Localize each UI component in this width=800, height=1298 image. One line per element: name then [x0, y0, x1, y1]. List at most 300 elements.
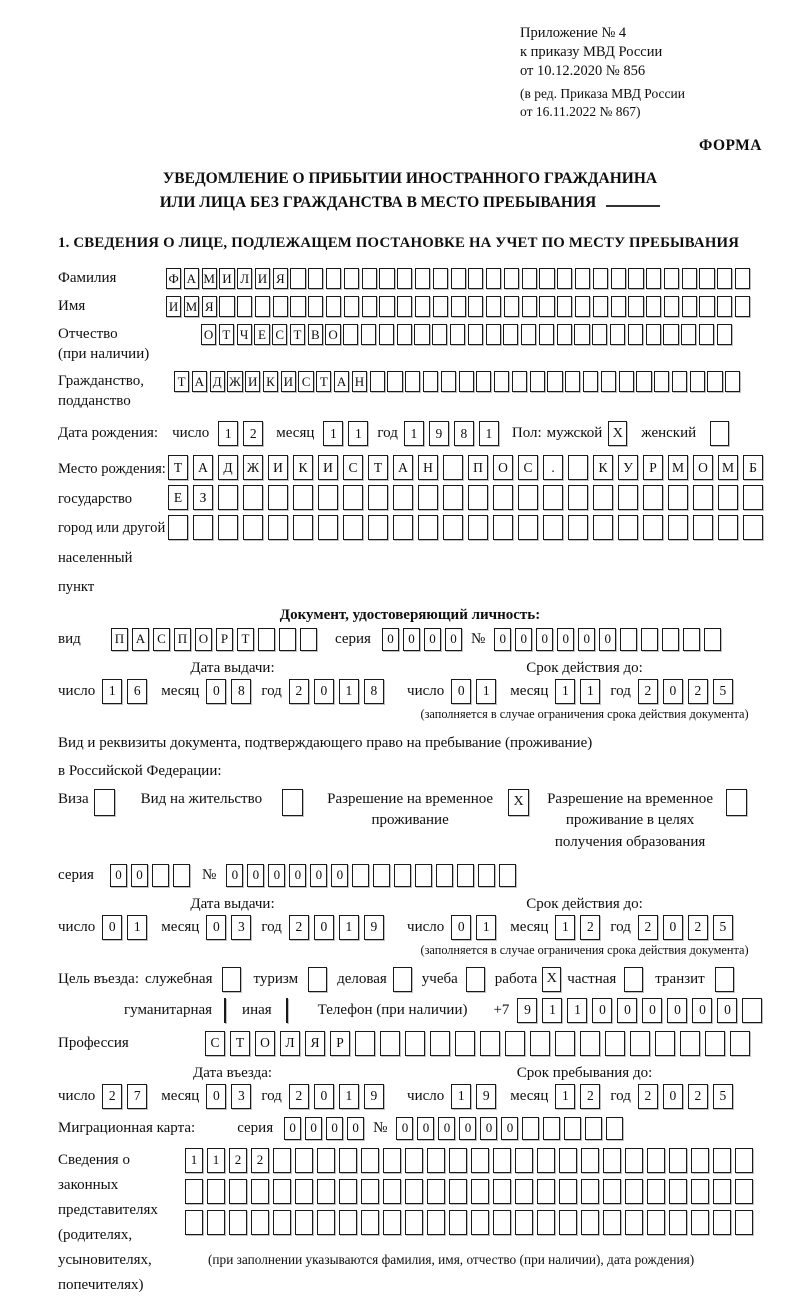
- char-cell: 2: [638, 1084, 658, 1109]
- char-cell: [625, 1148, 643, 1173]
- doc-kind-label: вид: [58, 630, 81, 647]
- valid-month-cells: [555, 679, 605, 704]
- char-cell: [383, 1179, 401, 1204]
- appendix-line: к приказу МВД России: [520, 44, 663, 61]
- opt-other-label: иная: [242, 1001, 272, 1018]
- char-cell: [592, 324, 607, 345]
- char-cell: У: [618, 455, 638, 480]
- blank-underline: [606, 205, 660, 207]
- char-cell: Ж: [227, 371, 242, 392]
- char-cell: 6: [127, 679, 147, 704]
- char-cell: [273, 1210, 291, 1235]
- residence-number-cells: [226, 864, 520, 887]
- char-cell: [646, 324, 661, 345]
- birth-place-row1: [168, 455, 768, 480]
- char-cell: А: [184, 268, 199, 289]
- char-cell: А: [132, 628, 149, 651]
- birth-place-label: Место рождения: государство город или другой населенный пункт: [58, 461, 166, 596]
- profession-cells: [205, 1031, 755, 1056]
- char-cell: [361, 1179, 379, 1204]
- char-cell: [522, 268, 537, 289]
- char-cell: 2: [638, 679, 658, 704]
- char-cell: Т: [174, 371, 189, 392]
- char-cell: [499, 864, 516, 887]
- char-cell: Я: [202, 296, 217, 317]
- residence-permit-checkbox: [282, 789, 303, 816]
- char-cell: [575, 296, 590, 317]
- valid-year-cells: [638, 915, 738, 940]
- char-cell: [699, 268, 714, 289]
- char-cell: [361, 324, 376, 345]
- char-cell: [654, 371, 669, 392]
- char-cell: С: [518, 455, 538, 480]
- char-cell: 0: [305, 1117, 322, 1140]
- char-cell: [641, 628, 658, 651]
- char-cell: 3: [231, 915, 251, 940]
- char-cell: [625, 1210, 643, 1235]
- char-cell: 2: [580, 1084, 600, 1109]
- char-cell: [379, 296, 394, 317]
- identity-valid-col: [407, 660, 762, 722]
- identity-issue-col: [58, 660, 407, 722]
- char-cell: [593, 515, 613, 540]
- char-cell: [368, 485, 388, 510]
- char-cell: [251, 1179, 269, 1204]
- char-cell: 2: [229, 1148, 247, 1173]
- row-migration-card: [58, 1117, 762, 1140]
- char-cell: 5: [713, 1084, 733, 1109]
- phone-label: Телефон (при наличии): [317, 1001, 468, 1018]
- char-cell: [433, 268, 448, 289]
- char-cell: К: [593, 455, 613, 480]
- series-word: серия: [58, 866, 94, 883]
- name-cells: [166, 296, 753, 317]
- patronymic-cells: [201, 324, 734, 345]
- issue-heading: Дата выдачи:: [190, 659, 275, 676]
- entry-dates: [58, 1065, 762, 1109]
- tourism-checkbox: [308, 967, 327, 992]
- char-cell: [293, 485, 313, 510]
- char-cell: [344, 268, 359, 289]
- char-cell: [361, 1148, 379, 1173]
- char-cell: [680, 1031, 700, 1056]
- char-cell: [343, 324, 358, 345]
- char-cell: [459, 371, 474, 392]
- char-cell: И: [166, 296, 181, 317]
- char-cell: И: [219, 268, 234, 289]
- char-cell: 1: [323, 421, 343, 446]
- option-residence-permit-label: Вид на жительство: [140, 790, 263, 807]
- char-cell: [564, 1117, 581, 1140]
- char-cell: [593, 268, 608, 289]
- opt-transit-label: транзит: [655, 970, 705, 987]
- char-cell: 0: [692, 998, 712, 1023]
- valid-year-cells: [638, 679, 738, 704]
- char-cell: 0: [642, 998, 662, 1023]
- char-cell: 0: [310, 864, 327, 887]
- char-cell: 2: [638, 915, 658, 940]
- char-cell: Ж: [243, 455, 263, 480]
- char-cell: [295, 1179, 313, 1204]
- char-cell: [300, 628, 317, 651]
- char-cell: [451, 296, 466, 317]
- char-cell: [317, 1148, 335, 1173]
- char-cell: 1: [348, 421, 368, 446]
- char-cell: [707, 371, 722, 392]
- char-cell: [518, 515, 538, 540]
- row-patronymic: [58, 324, 762, 364]
- stay-until-col: [407, 1065, 762, 1109]
- char-cell: [295, 1148, 313, 1173]
- year-word: год: [261, 918, 282, 935]
- char-cell: [268, 485, 288, 510]
- char-cell: [603, 1148, 621, 1173]
- char-cell: В: [308, 324, 323, 345]
- char-cell: [258, 628, 275, 651]
- char-cell: [647, 1179, 665, 1204]
- char-cell: Е: [254, 324, 269, 345]
- migration-number-cells: [396, 1117, 627, 1140]
- char-cell: А: [193, 455, 213, 480]
- char-cell: [691, 1210, 709, 1235]
- representatives-row2: [185, 1179, 757, 1204]
- forma-label: ФОРМА: [698, 137, 762, 154]
- char-cell: И: [245, 371, 260, 392]
- char-cell: 0: [417, 1117, 434, 1140]
- char-cell: [559, 1210, 577, 1235]
- char-cell: [430, 1031, 450, 1056]
- row-representatives: [58, 1148, 762, 1298]
- char-cell: 0: [110, 864, 127, 887]
- phone-cells: [517, 998, 767, 1023]
- char-cell: [691, 1148, 709, 1173]
- char-cell: [449, 1210, 467, 1235]
- char-cell: 0: [382, 628, 399, 651]
- char-cell: [433, 296, 448, 317]
- birth-place-row2: [168, 485, 768, 510]
- char-cell: [557, 324, 572, 345]
- profession-label: Профессия: [58, 1035, 129, 1052]
- char-cell: [537, 1210, 555, 1235]
- day-word: число: [58, 918, 96, 935]
- char-cell: [682, 296, 697, 317]
- char-cell: [557, 268, 572, 289]
- private-checkbox: [624, 967, 643, 992]
- residence-intro-line1: Вид и реквизиты документа, подтверждающего право на пребывание (проживание): [58, 734, 593, 751]
- char-cell: П: [174, 628, 191, 651]
- char-cell: [643, 485, 663, 510]
- opt-work-label: работа: [494, 970, 538, 987]
- char-cell: [543, 485, 563, 510]
- char-cell: 0: [451, 679, 471, 704]
- char-cell: [387, 371, 402, 392]
- birth-place-row3: [168, 515, 768, 540]
- char-cell: Т: [230, 1031, 250, 1056]
- row-birth-place: [58, 455, 762, 603]
- char-cell: [557, 296, 572, 317]
- valid-day-cells: [451, 915, 501, 940]
- stay-heading: Срок пребывания до:: [516, 1064, 653, 1081]
- char-cell: 0: [314, 1084, 334, 1109]
- char-cell: П: [468, 455, 488, 480]
- char-cell: [478, 864, 495, 887]
- char-cell: 9: [429, 421, 449, 446]
- residence-series-cells: [110, 864, 194, 887]
- char-cell: А: [393, 455, 413, 480]
- identity-doc-dates: [58, 660, 762, 722]
- char-cell: 0: [438, 1117, 455, 1140]
- char-cell: [373, 864, 390, 887]
- char-cell: Т: [237, 628, 254, 651]
- official-checkbox: [222, 967, 241, 992]
- humanitarian-checkbox: [224, 998, 226, 1023]
- char-cell: Т: [290, 324, 305, 345]
- name-label: Имя: [58, 298, 86, 315]
- char-cell: [397, 296, 412, 317]
- char-cell: Я: [273, 268, 288, 289]
- char-cell: [539, 268, 554, 289]
- char-cell: [735, 1179, 753, 1204]
- char-cell: [647, 1210, 665, 1235]
- other-checkbox: [286, 998, 288, 1023]
- female-label: женский: [641, 425, 697, 442]
- entry-date-col: [58, 1065, 407, 1109]
- valid-month-cells: [555, 915, 605, 940]
- char-cell: 0: [663, 679, 683, 704]
- char-cell: 1: [339, 1084, 359, 1109]
- char-cell: [681, 324, 696, 345]
- char-cell: Л: [237, 268, 252, 289]
- appendix-line: Приложение № 4: [520, 25, 627, 41]
- char-cell: 0: [480, 1117, 497, 1140]
- issue-heading: Дата выдачи:: [190, 895, 275, 912]
- char-cell: 2: [289, 915, 309, 940]
- char-cell: [618, 515, 638, 540]
- year-word: год: [610, 1087, 631, 1104]
- row-identity-doc: [58, 628, 762, 651]
- char-cell: [735, 1148, 753, 1173]
- char-cell: [655, 1031, 675, 1056]
- issue-month-cells: [206, 679, 256, 704]
- char-cell: 1: [339, 679, 359, 704]
- work-checkbox: X: [542, 967, 561, 992]
- char-cell: [543, 1117, 560, 1140]
- char-cell: Н: [418, 455, 438, 480]
- char-cell: Ф: [166, 268, 181, 289]
- char-cell: [555, 1031, 575, 1056]
- char-cell: [449, 1179, 467, 1204]
- char-cell: П: [111, 628, 128, 651]
- entry-heading: Дата въезда:: [192, 1064, 273, 1081]
- stay-year-cells: [638, 1084, 738, 1109]
- char-cell: [251, 1210, 269, 1235]
- char-cell: [218, 515, 238, 540]
- year-word: год: [610, 682, 631, 699]
- char-cell: [593, 485, 613, 510]
- char-cell: 0: [663, 1084, 683, 1109]
- residence-intro: [58, 729, 762, 786]
- char-cell: [522, 296, 537, 317]
- char-cell: [704, 628, 721, 651]
- char-cell: [530, 1031, 550, 1056]
- char-cell: [290, 268, 305, 289]
- char-cell: Б: [743, 455, 763, 480]
- char-cell: Т: [219, 324, 234, 345]
- month-word: месяц: [161, 1087, 200, 1104]
- char-cell: 0: [501, 1117, 518, 1140]
- char-cell: [193, 515, 213, 540]
- char-cell: [521, 324, 536, 345]
- char-cell: [605, 1031, 625, 1056]
- char-cell: [468, 485, 488, 510]
- year-word: год: [261, 682, 282, 699]
- char-cell: 7: [127, 1084, 147, 1109]
- residence-intro-line2: в Российской Федерации:: [58, 763, 222, 780]
- char-cell: Р: [330, 1031, 350, 1056]
- entry-month-cells: [206, 1084, 256, 1109]
- char-cell: [379, 324, 394, 345]
- char-cell: [493, 515, 513, 540]
- char-cell: [185, 1210, 203, 1235]
- day-word: число: [407, 918, 445, 935]
- entry-day-cells: [102, 1084, 152, 1109]
- char-cell: [326, 296, 341, 317]
- char-cell: 0: [557, 628, 574, 651]
- char-cell: [219, 296, 234, 317]
- char-cell: 2: [580, 915, 600, 940]
- char-cell: [606, 1117, 623, 1140]
- char-cell: 0: [347, 1117, 364, 1140]
- char-cell: 2: [688, 1084, 708, 1109]
- char-cell: О: [493, 455, 513, 480]
- char-cell: [628, 324, 643, 345]
- char-cell: [185, 1179, 203, 1204]
- char-cell: [168, 515, 188, 540]
- char-cell: О: [195, 628, 212, 651]
- char-cell: Т: [368, 455, 388, 480]
- char-cell: [647, 1148, 665, 1173]
- char-cell: [308, 268, 323, 289]
- char-cell: [268, 515, 288, 540]
- char-cell: [355, 1031, 375, 1056]
- char-cell: Т: [316, 371, 331, 392]
- char-cell: 0: [102, 915, 122, 940]
- char-cell: [537, 1148, 555, 1173]
- char-cell: 1: [476, 915, 496, 940]
- char-cell: [494, 371, 509, 392]
- char-cell: [397, 268, 412, 289]
- char-cell: [717, 324, 732, 345]
- char-cell: 0: [268, 864, 285, 887]
- char-cell: [457, 864, 474, 887]
- char-cell: [471, 1148, 489, 1173]
- opt-private-label: частная: [567, 970, 617, 987]
- day-word: число: [407, 1087, 445, 1104]
- char-cell: С: [153, 628, 170, 651]
- representatives-label: Сведения о законных представителях (родителях, усыновителях, попечителях): [58, 1151, 158, 1293]
- issue-day-cells: [102, 915, 152, 940]
- char-cell: [690, 371, 705, 392]
- char-cell: О: [201, 324, 216, 345]
- form-title: [58, 167, 762, 215]
- char-cell: [455, 1031, 475, 1056]
- day-word: число: [407, 682, 445, 699]
- valid-note: (заполняется в случае ограничения срока действия документа): [420, 706, 749, 721]
- char-cell: И: [268, 455, 288, 480]
- char-cell: [505, 1031, 525, 1056]
- surname-label: Фамилия: [58, 270, 117, 287]
- year-word: год: [610, 918, 631, 935]
- char-cell: 0: [667, 998, 687, 1023]
- issue-day-cells: [102, 679, 152, 704]
- valid-note: (заполняется в случае ограничения срока действия документа): [420, 942, 749, 957]
- month-word: месяц: [510, 1087, 549, 1104]
- char-cell: 2: [102, 1084, 122, 1109]
- char-cell: [693, 515, 713, 540]
- char-cell: М: [184, 296, 199, 317]
- stay-day-cells: [451, 1084, 501, 1109]
- section1-heading: 1. СВЕДЕНИЯ О ЛИЦЕ, ПОДЛЕЖАЩЕМ ПОСТАНОВКЕ НА УЧЕТ ПО МЕСТУ ПРЕБЫВАНИЯ: [58, 235, 740, 252]
- char-cell: [471, 1179, 489, 1204]
- representatives-row1: [185, 1148, 757, 1173]
- migration-card-label: Миграционная карта:: [58, 1119, 196, 1136]
- residence-doc-dates: [58, 896, 762, 958]
- char-cell: [255, 296, 270, 317]
- char-cell: [601, 371, 616, 392]
- char-cell: Т: [168, 455, 188, 480]
- char-cell: А: [334, 371, 349, 392]
- char-cell: 0: [494, 628, 511, 651]
- char-cell: [443, 455, 463, 480]
- char-cell: [603, 1179, 621, 1204]
- char-cell: [628, 268, 643, 289]
- phone-prefix: +7: [493, 1001, 510, 1018]
- char-cell: С: [205, 1031, 225, 1056]
- opt-study-label: учеба: [421, 970, 458, 987]
- char-cell: [293, 515, 313, 540]
- doc-kind-cells: [111, 628, 321, 651]
- birth-place-rows: [168, 455, 768, 540]
- char-cell: [362, 296, 377, 317]
- char-cell: С: [343, 455, 363, 480]
- char-cell: [295, 1210, 313, 1235]
- day-word: число: [58, 682, 96, 699]
- char-cell: И: [281, 371, 296, 392]
- opt-official-label: служебная: [144, 970, 213, 987]
- char-cell: [682, 268, 697, 289]
- char-cell: [618, 485, 638, 510]
- char-cell: [443, 485, 463, 510]
- residence-valid-col: [407, 896, 762, 958]
- char-cell: 0: [131, 864, 148, 887]
- char-cell: С: [272, 324, 287, 345]
- char-cell: [414, 324, 429, 345]
- opt-humanitarian-label: гуманитарная: [124, 1001, 213, 1018]
- temp-residence-edu-checkbox: [726, 789, 747, 816]
- char-cell: Л: [280, 1031, 300, 1056]
- char-cell: [547, 371, 562, 392]
- char-cell: [218, 485, 238, 510]
- char-cell: 0: [663, 915, 683, 940]
- char-cell: [504, 268, 519, 289]
- char-cell: [173, 864, 190, 887]
- char-cell: [730, 1031, 750, 1056]
- char-cell: З: [193, 485, 213, 510]
- char-cell: [423, 371, 438, 392]
- char-cell: [415, 268, 430, 289]
- valid-day-cells: [451, 679, 501, 704]
- char-cell: [383, 1148, 401, 1173]
